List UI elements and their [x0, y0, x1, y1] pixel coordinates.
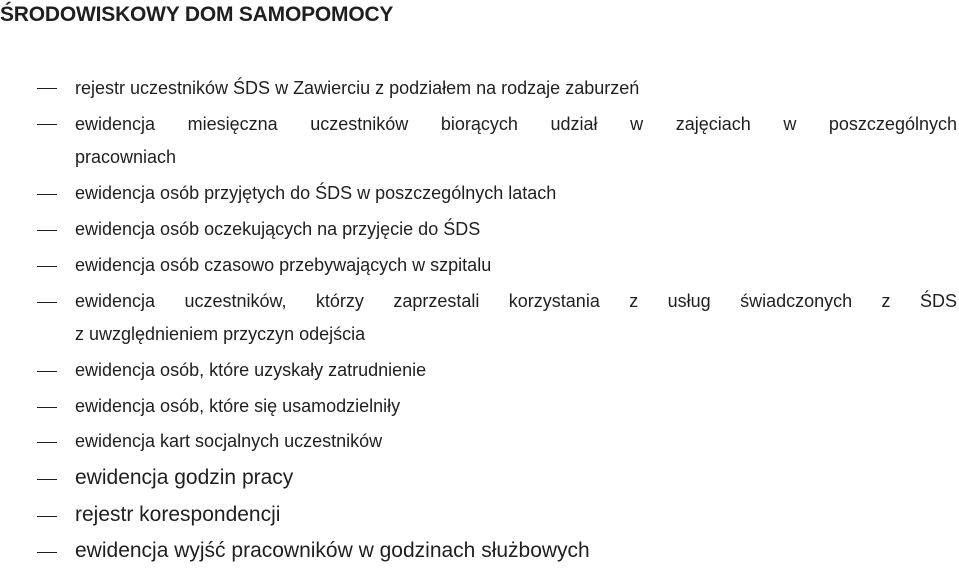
dash-bullet-icon: [37, 407, 57, 408]
dash-bullet-icon: [37, 516, 57, 517]
list-item: ewidencja wyjść pracowników w godzinach służbowych: [75, 539, 590, 562]
list-item: ewidencja osób czasowo przebywających w szpitalu: [75, 255, 492, 275]
list-item-continuation: pracowniach: [75, 147, 177, 167]
list-item: ewidencja osób przyjętych do ŚDS w poszczególnych latach: [75, 183, 557, 203]
list-item: rejestr korespondencji: [75, 503, 281, 526]
dash-bullet-icon: [37, 479, 57, 480]
list-item: ewidencja osób oczekujących na przyjęcie do ŚDS: [75, 219, 481, 239]
list-item: rejestr uczestników ŚDS w Zawierciu z podziałem na rodzaje zaburzeń: [75, 78, 640, 98]
dash-bullet-icon: [37, 371, 57, 372]
dash-bullet-icon: [37, 230, 57, 231]
dash-bullet-icon: [37, 194, 57, 195]
list-item: ewidencja kart socjalnych uczestników: [75, 431, 383, 451]
list-item: ewidencja osób, które się usamodzielniły: [75, 396, 401, 416]
dash-bullet-icon: [37, 88, 57, 89]
dash-bullet-icon: [37, 552, 57, 553]
dash-bullet-icon: [37, 266, 57, 267]
dash-bullet-icon: [37, 442, 57, 443]
dash-bullet-icon: [37, 124, 57, 125]
list-item: ewidencja godzin pracy: [75, 466, 294, 489]
list-item: ewidencja uczestników, którzy zaprzestali korzystania z usług świadczonych z ŚDS: [75, 291, 957, 311]
list-item: ewidencja miesięczna uczestników biorących udział w zajęciach w poszczególnych: [75, 114, 957, 134]
list-item: ewidencja osób, które uzyskały zatrudnienie: [75, 360, 427, 380]
page-title: ŚRODOWISKOWY DOM SAMOPOMOCY: [0, 3, 394, 26]
list-item-continuation: z uwzględnieniem przyczyn odejścia: [75, 324, 366, 344]
dash-bullet-icon: [37, 302, 57, 303]
